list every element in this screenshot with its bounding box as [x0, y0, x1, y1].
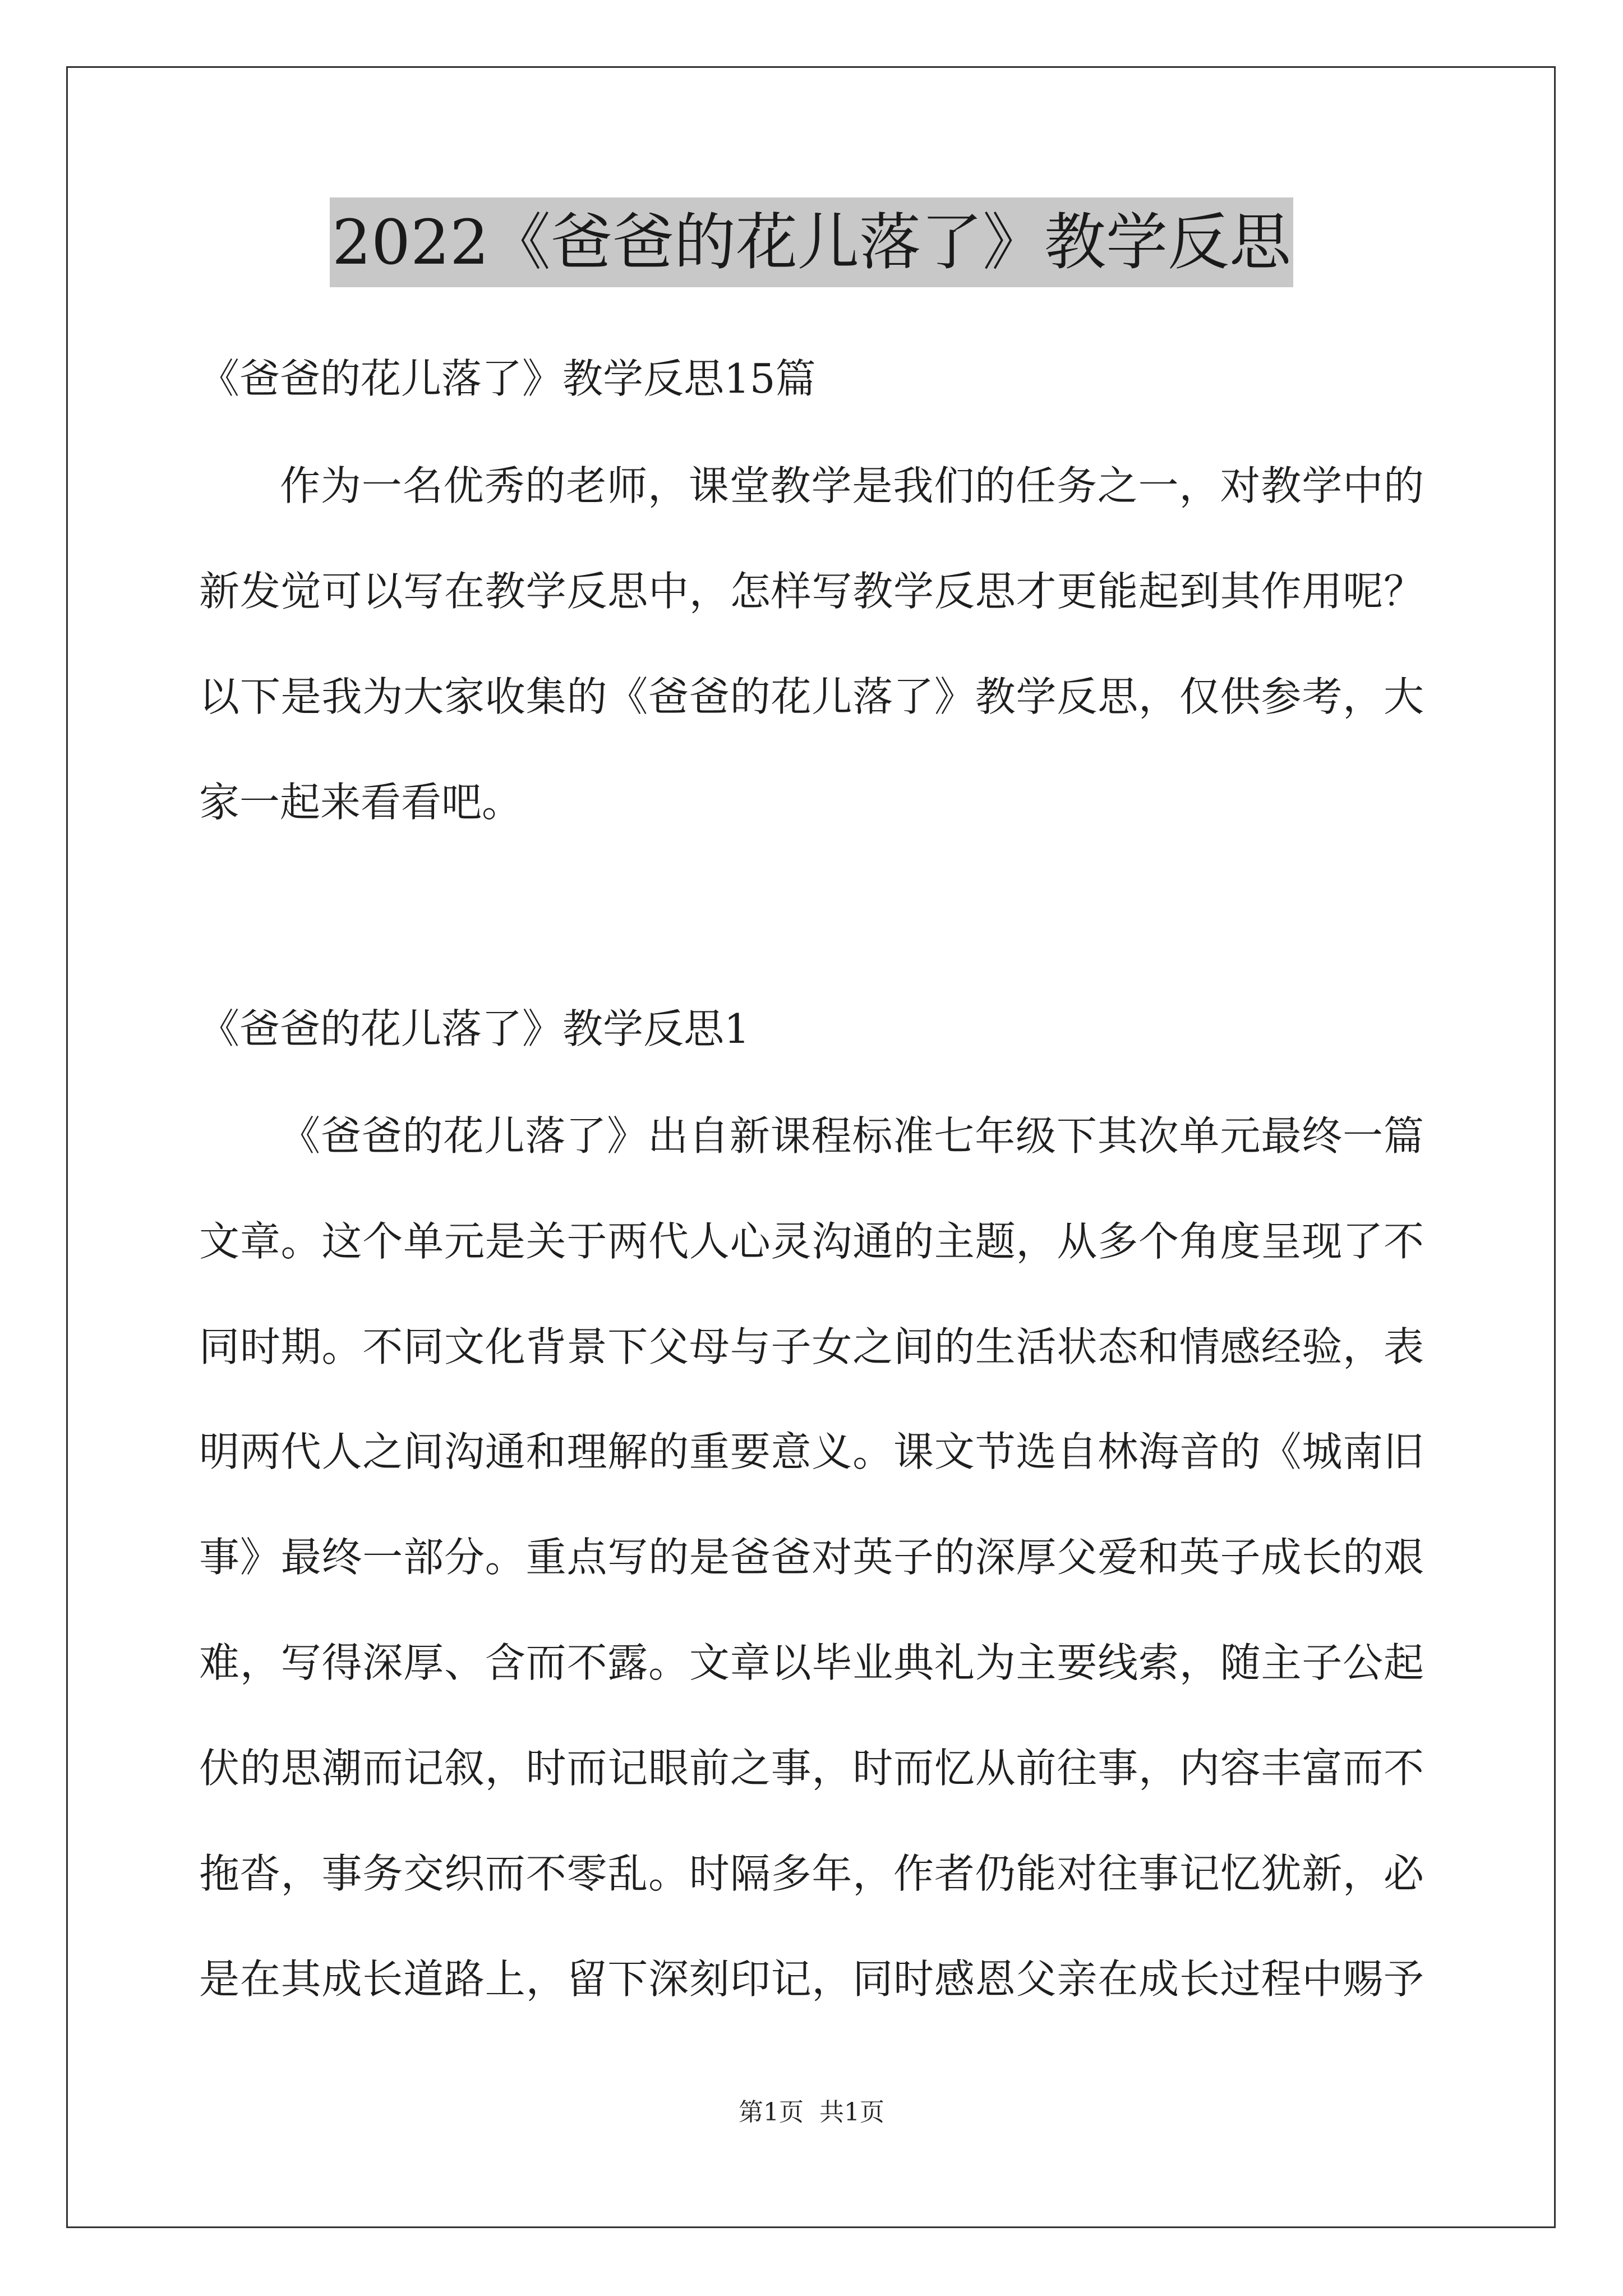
body-line-6: 难，写得深厚、含而不露。文章以毕业典礼为主要线索，随主子公起	[199, 1639, 1424, 1686]
section-heading: 《爸爸的花儿落了》教学反思1	[199, 1005, 750, 1052]
page-footer	[0, 2096, 1623, 2129]
body-line-2: 文章。这个单元是关于两代人心灵沟通的主题，从多个角度呈现了不	[199, 1218, 1424, 1265]
body-line-9: 是在其成长道路上，留下深刻印记，同时感恩父亲在成长过程中赐予	[199, 1955, 1424, 2003]
body-line-1: 《爸爸的花儿落了》出自新课程标准七年级下其次单元最终一篇	[280, 1112, 1424, 1159]
intro-line-3: 以下是我为大家收集的《爸爸的花儿落了》教学反思，仅供参考，大	[199, 673, 1424, 720]
body-line-3: 同时期。不同文化背景下父母与子女之间的生活状态和情感经验，表	[199, 1323, 1424, 1370]
document-title: 2022《爸爸的花儿落了》教学反思	[330, 197, 1293, 287]
body-line-7: 伏的思潮而记叙，时而记眼前之事，时而忆从前往事，内容丰富而不	[199, 1745, 1424, 1792]
body-line-8: 拖沓，事务交织而不零乱。时隔多年，作者仍能对往事记忆犹新，必	[199, 1850, 1424, 1897]
page-number: 第1页	[739, 2098, 804, 2127]
page-total: 共1页	[819, 2098, 884, 2127]
body-line-4: 明两代人之间沟通和理解的重要意义。课文节选自林海音的《城南旧	[199, 1428, 1424, 1475]
body-line-5: 事》最终一部分。重点写的是爸爸对英子的深厚父爱和英子成长的艰	[199, 1534, 1424, 1581]
document-subtitle: 《爸爸的花儿落了》教学反思15篇	[199, 355, 816, 402]
intro-line-4: 家一起来看看吧。	[199, 779, 523, 826]
intro-line-1: 作为一名优秀的老师，课堂教学是我们的任务之一，对教学中的	[280, 462, 1424, 509]
intro-line-2: 新发觉可以写在教学反思中，怎样写教学反思才更能起到其作用呢？	[199, 568, 1424, 615]
title-container	[0, 197, 1623, 287]
